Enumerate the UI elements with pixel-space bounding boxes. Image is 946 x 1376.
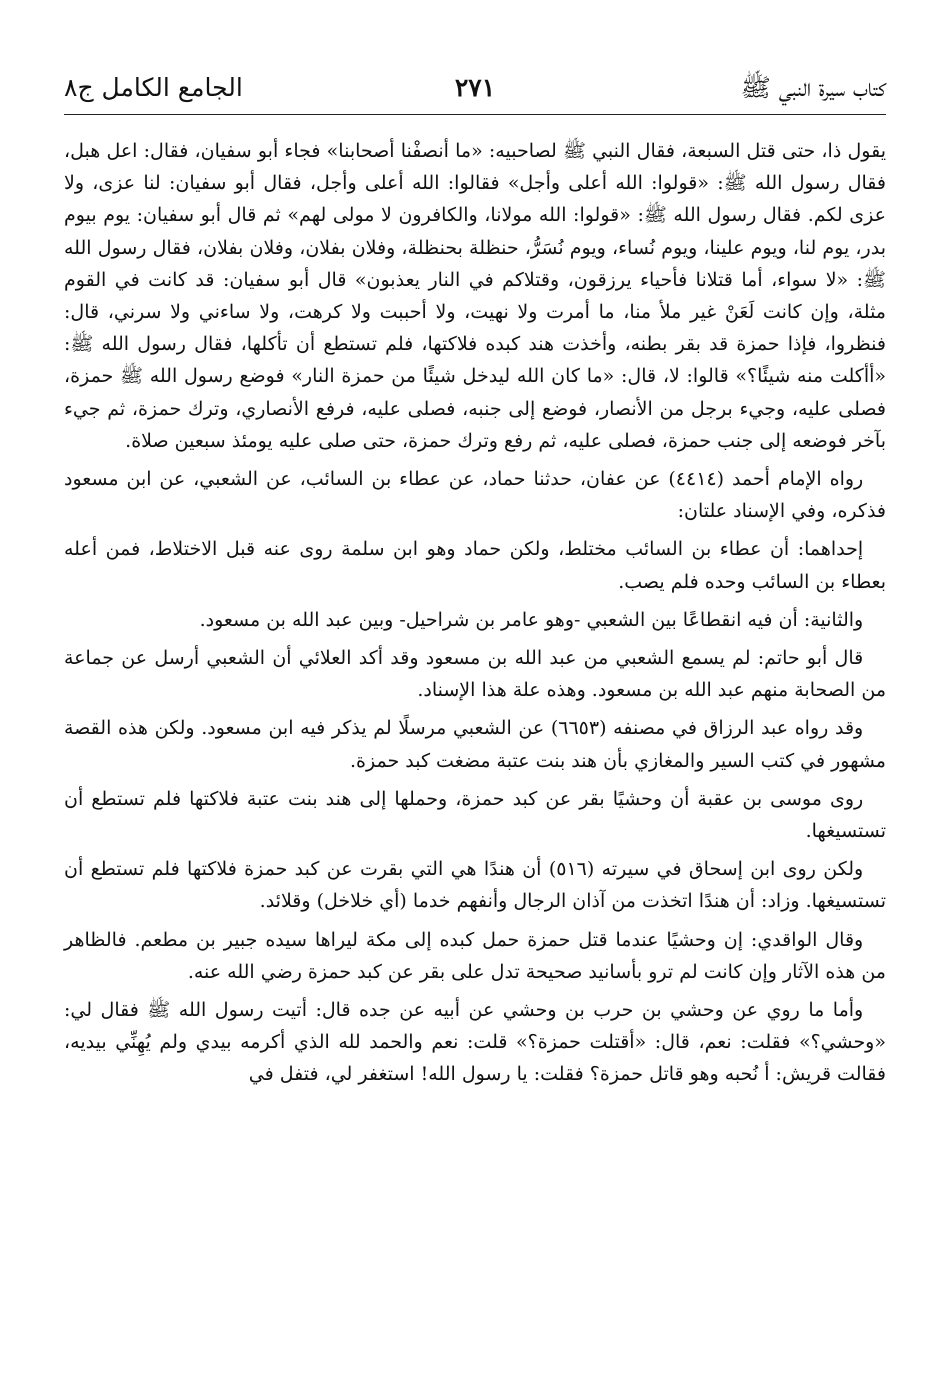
page-number: ٢٧١ (454, 73, 496, 102)
paragraph-narration: رواه الإمام أحمد (٤٤١٤) عن عفان، حدثنا حماد، عن عطاء بن السائب، عن الشعبي، عن ابن مسعود فذكره، وفي الإسناد علتان: (64, 468, 886, 523)
paragraph-wahshi: وأما ما روي عن وحشي بن حرب بن وحشي عن أبيه عن جده قال: أتيت رسول الله ﷺ فقال لي: «وحشي؟» فقلت: نعم، قال: «أقتلت حمزة؟» قلت: نعم والحمد لله الذي أكرمه بيدي ولم يُهِنِّي بيديه، فقالت قريش: أ نُحبه وهو قاتل حمزة؟ فقلت: يا رسول الله! استغفر لي، فتفل في (64, 999, 886, 1086)
paragraph-hadith-text: يقول ذا، حتى قتل السبعة، فقال النبي ﷺ لصاحبيه: «ما أنصفْنا أصحابنا» فجاء أبو سفيان، فقال: اعل هبل، فقال رسول الله ﷺ: «قولوا: الله أعلى وأجل» فقالوا: الله أعلى وأجل، فقال أبو سفيان: لنا عزى، ولا عزى لكم. فقال رسول الله ﷺ: «قولوا: الله مولانا، والكافرون لا مولى لهم» ثم قال أبو سفيان: يوم بيوم بدر، يوم لنا، ويوم علينا، ويوم نُساء، ويوم نُسَرُّ، حنظلة بحنظلة، وفلان بفلان، وفلان بفلان، فقال رسول الله ﷺ: «لا سواء، أما قتلانا فأحياء يرزقون، وقتلاكم في النار يعذبون» قال أبو سفيان: قد كانت في القوم مثلة، وإن كانت لَعَنْ غير ملأ منا، ما أمرت ولا نهيت، ولا أحببت ولا كرهت، ولا ساءني ولا سرني، قال: فنظروا، فإذا حمزة قد بقر بطنه، وأخذت هند كبده فلاكتها، فلم تستطع أن تأكلها، فقال رسول الله ﷺ: «أأكلت منه شيئًا؟» قالوا: لا، قال: «ما كان الله ليدخل شيئًا من حمزة النار» فوضع رسول الله ﷺ حمزة، فصلى عليه، وجيء برجل من الأنصار، فوضع إلى جنبه، فصلى عليه، فرفع الأنصاري، وترك حمزة، ثم جيء بآخر فوضعه إلى جنب حمزة، فصلى عليه، ثم رفع وترك حمزة، حتى صلى عليه يومئذ سبعين صلاة. (64, 140, 886, 452)
header-divider (64, 114, 886, 115)
paragraph-waqidi: وقال الواقدي: إن وحشيًا عندما قتل حمزة حمل كبده إلى مكة ليراها سيده جبير بن مطعم. فالظاهر من هذه الآثار وإن كانت لم ترو بأسانيد صحيحة تدل على بقر عن كبد حمزة رضي الله عنه. (64, 928, 886, 983)
paragraph-second-defect: والثانية: أن فيه انقطاعًا بين الشعبي -وهو عامر بن شراحيل- وبين عبد الله بن مسعود. (199, 608, 864, 631)
paragraph-first-defect: إحداهما: أن عطاء بن السائب مختلط، ولكن حماد وهو ابن سلمة روى عنه قبل الاختلاط، فمن أعله بعطاء بن السائب وحده فلم يصب. (64, 538, 886, 593)
paragraph-musa-bin-uqba: روى موسى بن عقبة أن وحشيًا بقر عن كبد حمزة، وحملها إلى هند بنت عتبة فلاكتها فلم تستطع أن تستسيغها. (64, 787, 886, 843)
page-header (64, 66, 886, 110)
paragraph-ibn-ishaq: ولكن روى ابن إسحاق في سيرته (٥١٦) أن هندًا هي التي بقرت عن كبد حمزة فلاكتها فلم تستطع أن تستسيغها. وزاد: أن هندًا اتخذت من آذان الرجال وأنفهم خدما (أي خلاخل) وقلائد. (64, 858, 886, 913)
paragraph-abu-hatim: قال أبو حاتم: لم يسمع الشعبي من عبد الله بن مسعود وقد أكد العلائي أن الشعبي أرسل عن جماعة من الصحابة منهم عبد الله بن مسعود. وهذه علة هذا الإسناد. (64, 647, 886, 702)
volume-title: الجامع الكامل ج٨ (64, 73, 243, 102)
book-title: كتاب سيرة النبي ﷺ (740, 73, 886, 102)
paragraph-abdulrazzaq: وقد رواه عبد الرزاق في مصنفه (٦٦٥٣) عن الشعبي مرسلًا لم يذكر فيه ابن مسعود. ولكن هذه القصة مشهور في كتب السير والمغازي بأن هند بنت عتبة مضغت كبد حمزة. (64, 717, 886, 772)
page-body (64, 135, 886, 1091)
